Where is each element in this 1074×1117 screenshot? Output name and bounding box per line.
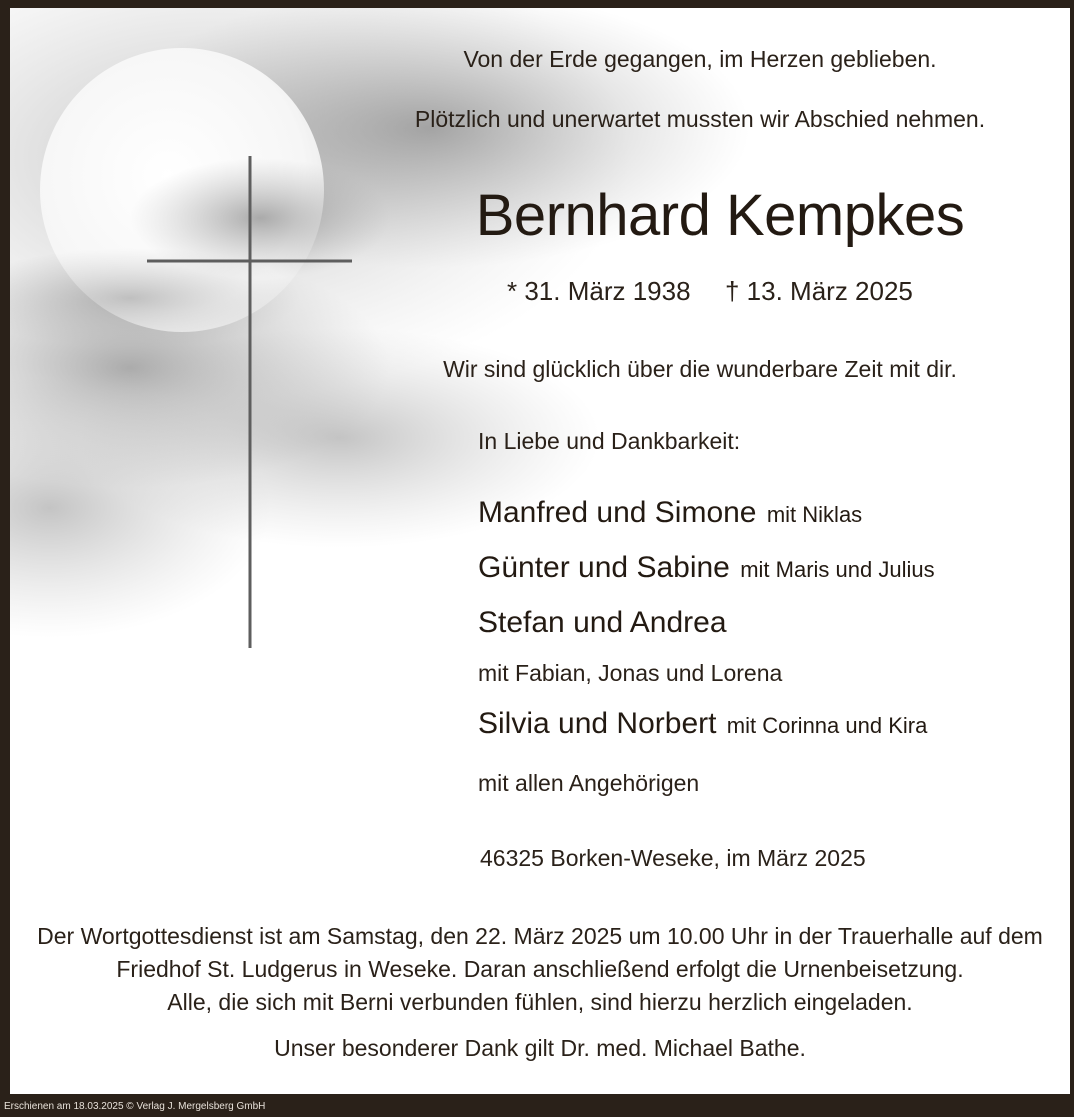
place-date: 46325 Borken-Weseke, im März 2025	[480, 845, 866, 871]
farewell-message: Wir sind glücklich über die wunderbare Zeit mit dir.	[443, 356, 957, 382]
service-info-line: Der Wortgottesdienst ist am Samstag, den 22. März 2025 um 10.00 Uhr in der Trauerhalle auf dem	[37, 923, 1043, 949]
mourner-family	[478, 707, 927, 741]
family-names: Günter und Sabine	[478, 551, 730, 584]
family-children: mit Fabian, Jonas und Lorena	[478, 660, 783, 686]
relatives-line: mit allen Angehörigen	[478, 770, 700, 796]
deceased-name: Bernhard Kempkes	[475, 183, 965, 248]
service-info-line: Alle, die sich mit Berni verbunden fühlen, sind hierzu herzlich eingeladen.	[167, 989, 913, 1015]
mourner-family	[478, 606, 727, 640]
family-names: Manfred und Simone	[478, 496, 757, 529]
mourners-intro: In Liebe und Dankbarkeit:	[478, 428, 741, 454]
family-children: mit Maris und Julius	[740, 557, 935, 582]
death-date: † 13. März 2025	[725, 276, 913, 306]
family-children: mit Corinna und Kira	[726, 713, 928, 738]
obituary-card	[10, 8, 1070, 1094]
intro-line: Von der Erde gegangen, im Herzen geblieben.	[463, 46, 937, 72]
family-names: Stefan und Andrea	[478, 606, 727, 639]
mourner-family	[478, 551, 935, 585]
intro-line: Plötzlich und unerwartet mussten wir Abschied nehmen.	[414, 106, 986, 132]
service-info-line: Friedhof St. Ludgerus in Weseke. Daran anschließend erfolgt die Urnenbeisetzung.	[116, 956, 964, 982]
publication-footer: Erschienen am 18.03.2025 © Verlag J. Mergelsberg GmbH	[4, 1101, 266, 1112]
family-names: Silvia und Norbert	[478, 707, 717, 740]
mourner-family	[478, 496, 862, 530]
thanks-line: Unser besonderer Dank gilt Dr. med. Michael Bathe.	[274, 1035, 806, 1061]
birth-date: * 31. März 1938	[507, 276, 691, 306]
family-children: mit Niklas	[766, 502, 863, 527]
